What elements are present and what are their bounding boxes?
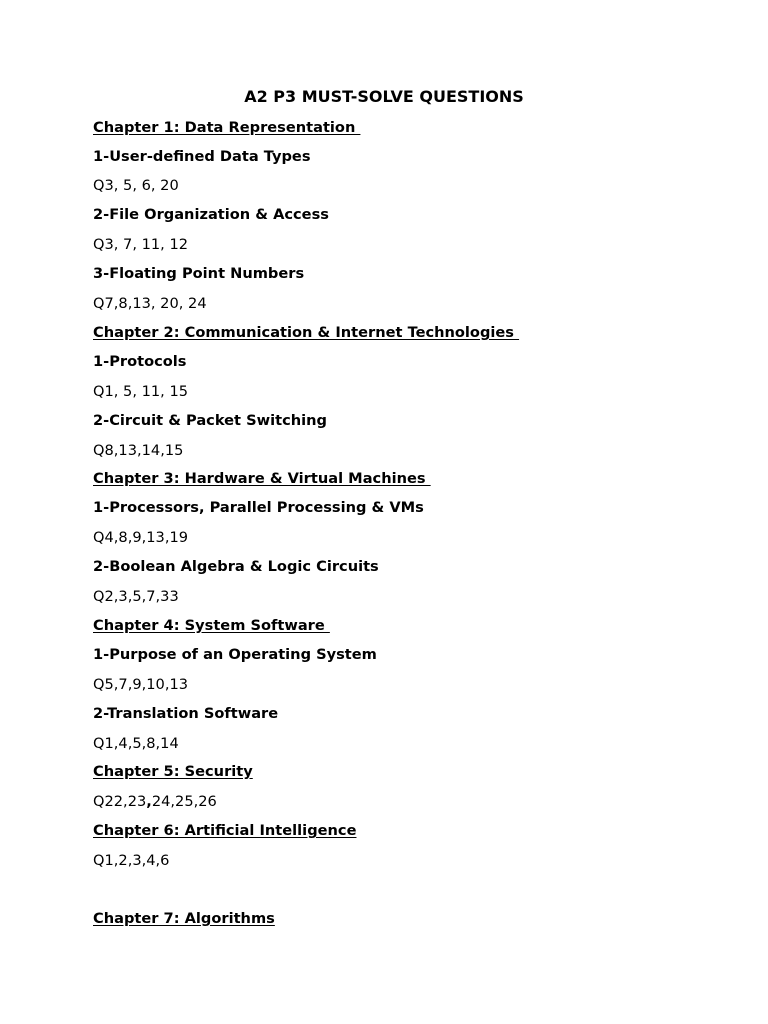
chapter-2-topic-1-questions: Q1, 5, 11, 15: [93, 383, 189, 400]
chapter-2-topic-2-questions: Q8,13,14,15: [93, 442, 184, 459]
chapter-1-topic-2-questions: Q3, 7, 11, 12: [93, 236, 189, 253]
chapter-2-heading: Chapter 2: Communication & Internet Technologies: [93, 324, 520, 341]
chapter-7-heading: Chapter 7: Algorithms: [93, 910, 275, 927]
chapter-4-topic-2-questions: Q1,4,5,8,14: [93, 735, 179, 752]
chapter-1-heading: Chapter 1: Data Representation: [93, 119, 361, 136]
chapter-4-heading: Chapter 4: System Software: [93, 617, 330, 634]
chapter-1-topic-3-questions: Q7,8,13, 20, 24: [93, 295, 207, 312]
document-title: A2 P3 MUST-SOLVE QUESTIONS: [244, 87, 524, 106]
chapter-5-heading: Chapter 5: Security: [93, 763, 253, 780]
chapter-5-questions-part-1: Q22,23: [93, 793, 147, 810]
chapter-3-topic-2-questions: Q2,3,5,7,33: [93, 588, 179, 605]
chapter-1-topic-1-questions: Q3, 5, 6, 20: [93, 177, 179, 194]
chapter-6-heading: Chapter 6: Artificial Intelligence: [93, 822, 357, 839]
chapter-3-topic-1: 1-Processors, Parallel Processing & VMs: [93, 499, 424, 516]
chapter-5-questions-bold-comma: ,: [146, 793, 152, 810]
chapter-5-questions-part-2: 24,25,26: [151, 793, 217, 810]
chapter-2-topic-2: 2-Circuit & Packet Switching: [93, 412, 327, 429]
chapter-4-topic-2: 2-Translation Software: [93, 705, 279, 722]
chapter-6-questions: Q1,2,3,4,6: [93, 852, 170, 869]
chapter-1-topic-1: 1-User-defined Data Types: [93, 148, 311, 165]
chapter-2-topic-1: 1-Protocols: [93, 353, 187, 370]
chapter-3-heading: Chapter 3: Hardware & Virtual Machines: [93, 470, 431, 487]
chapter-4-topic-1: 1-Purpose of an Operating System: [93, 646, 377, 663]
chapter-3-topic-1-questions: Q4,8,9,13,19: [93, 529, 189, 546]
chapter-5-questions: [93, 792, 217, 812]
chapter-1-topic-3: 3-Floating Point Numbers: [93, 265, 305, 282]
chapter-4-topic-1-questions: Q5,7,9,10,13: [93, 676, 189, 693]
chapter-1-topic-2: 2-File Organization & Access: [93, 206, 329, 223]
chapter-3-topic-2: 2-Boolean Algebra & Logic Circuits: [93, 558, 379, 575]
